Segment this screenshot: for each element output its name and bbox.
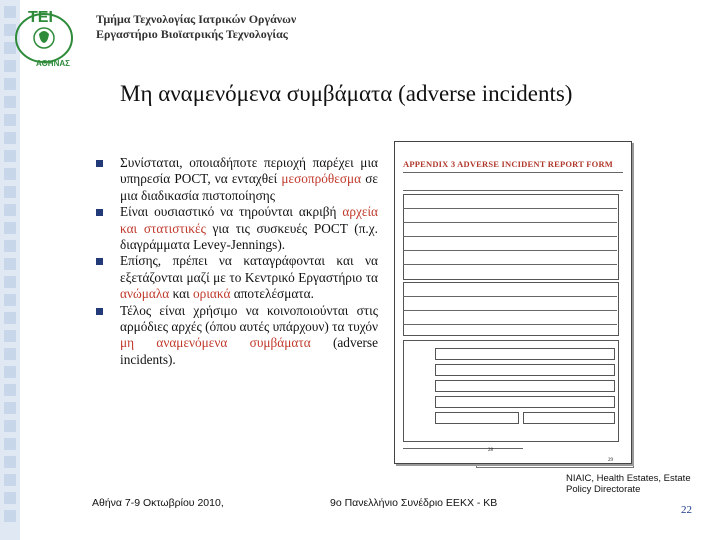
bullet-text: σε μια διαδικασία πιστοποίησης [120,171,378,203]
form-page-number-2: 29 [608,458,613,463]
form-title: APPENDIX 3 ADVERSE INCIDENT REPORT FORM [403,159,614,169]
bullet-text: Είναι ουσιαστικό να τηρούνται ακριβή [120,204,343,220]
bullet-square-icon [96,308,103,315]
laboratory-name: Εργαστήριο Βιοϊατρικής Τεχνολογίας [96,27,288,41]
bullet-item [96,155,378,204]
adverse-incident-form-image [394,141,632,464]
highlighted-text: ανώμαλα [120,286,170,302]
bullet-item [96,204,378,253]
highlighted-text: αρχεία και στατιστικές [120,204,378,236]
bullet-square-icon [96,160,103,167]
bullet-item [96,303,378,369]
left-decorative-stripe [0,0,20,540]
form-page-number: 28 [488,448,493,453]
footer-conference: 9ο Πανελλήνιο Συνέδριο ΕΕΚΧ - ΚΒ [330,497,498,509]
tei-athens-logo [6,4,82,68]
logo-bottom-text: ΑΘΗΝΑΣ [36,59,70,68]
highlighted-text: μεσοπρόθεσμα [281,171,362,187]
bullet-text: (adverse incidents). [120,335,379,367]
slide-title: Μη αναμενόμενα συμβάματα (adverse incidents) [120,81,573,106]
highlighted-text: οριακά [193,286,231,302]
bullet-item [96,253,378,302]
footer-location-date: Αθήνα 7-9 Οκτωβρίου 2010, [92,497,224,509]
bullet-text: Τέλος είναι χρήσιμο να κοινοποιούνται στις αρμόδιες αρχές (όπου αυτές υπάρχουν) τα τυχόν [120,302,378,335]
bullet-square-icon [96,258,103,265]
source-caption: NIAIC, Health Estates, Estate Policy Directorate [566,473,691,495]
slide-number: 22 [681,504,692,516]
bullet-square-icon [96,209,103,216]
bullet-text: Επίσης, πρέπει να καταγράφονται και να εξετάζονται μαζί με το Κεντρικό Εργαστήριο τα [120,253,378,285]
department-name: Τμήμα Τεχνολογίας Ιατρικών Οργάνων [96,12,297,26]
bullet-list [96,155,378,368]
highlighted-text: μη αναμενόμενα συμβάματα [120,335,311,351]
logo-top-text: ΤΕΙ [28,9,53,26]
bullet-text: Συνίσταται, οποιαδήποτε περιοχή παρέχει μια υπηρεσία POCT, να ενταχθεί [120,155,378,187]
bullet-text: για τις συσκευές POCT (π.χ. διαγράμματα Levey-Jennings). [120,220,378,253]
bullet-text: αποτελέσματα. [230,286,314,302]
bullet-text: και [169,286,194,302]
